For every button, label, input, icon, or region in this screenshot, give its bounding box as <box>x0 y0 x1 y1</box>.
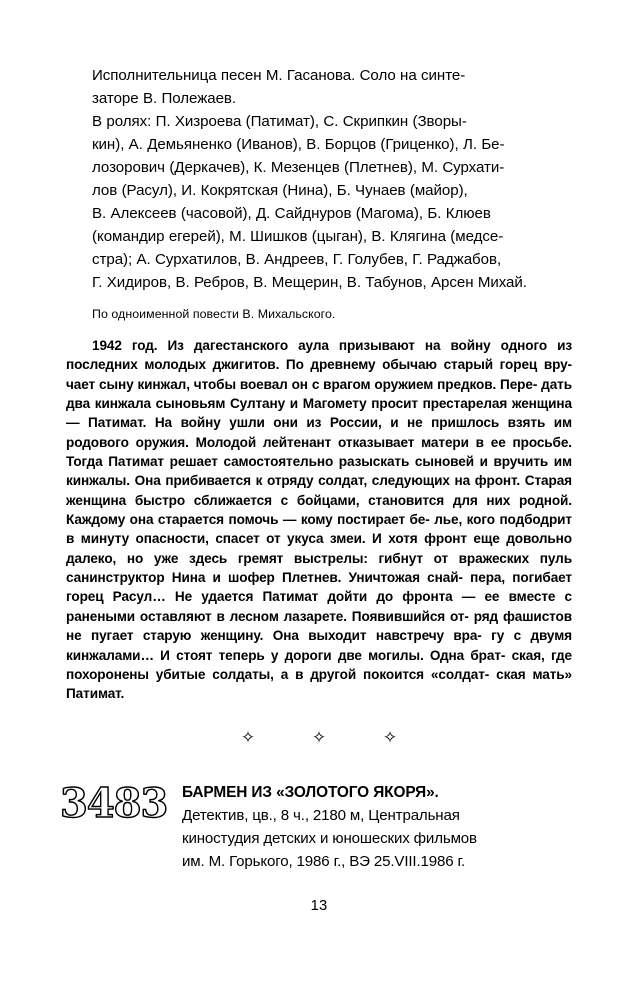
synopsis-line: гу с двумя кинжалами… И стоят теперь у дороги две могилы. Одна брат- <box>66 628 572 663</box>
synopsis-line: просьбе. Тогда Патимат решает самостоятельно разыскать сыновей <box>66 434 572 470</box>
credits-line: В ролях: П. Хизроева (Патимат), С. Скрипкин (Зворы- <box>92 113 467 130</box>
entry-meta-line: киностудия детских и юношеских фильмов <box>182 829 477 847</box>
credits-line: В. Алексеев (часовой), Д. Сайднуров (Магома), Б. Клюев <box>92 205 491 222</box>
synopsis-line: ее вместе с ранеными оставляют в лесном лазарете. Появившийся от- <box>66 589 572 624</box>
synopsis-line: им родового оружия. Молодой лейтенант отказывает матери в ее <box>66 415 572 450</box>
entry-title: БАРМЕН ИЗ «ЗОЛОТОГО ЯКОРЯ». <box>182 784 439 801</box>
synopsis-line: женщина — Патимат. На войну ушли они из России, и не пришлось взять <box>66 396 572 431</box>
cast-paragraph <box>66 110 572 294</box>
credits-line: Исполнительница песен М. Гасанова. Соло на синте- <box>92 67 466 84</box>
diamond-ornament-icon: ✧ ✧ ✧ <box>240 728 424 747</box>
entry-meta-line: Детектив, цв., 8 ч., 2180 м, Центральная <box>182 806 460 824</box>
synopsis-line: на фронт. Старая женщина быстро сближается с бойцами, становится <box>66 473 572 508</box>
synopsis-line: ская мать» Патимат. <box>66 666 572 702</box>
performers-paragraph <box>66 64 572 110</box>
credits-line: заторе В. Полежаев. <box>92 90 237 107</box>
entry-number: 3483 <box>60 780 168 827</box>
synopsis-line: пера, погибает горец Расул… Не удается Патимат дойти до фронта — <box>66 570 572 605</box>
credits-line: (командир егерей), М. Шишков (цыган), В. Клягина (медсе- <box>92 228 504 245</box>
synopsis-line: чает сыну кинжал, чтобы воевал он с врагом оружием предков. Пере- <box>66 376 538 392</box>
synopsis-line: лье, кого подбодрит в минуту опасности, спасет от укуса змеи. И хотя <box>66 512 572 547</box>
credits-line: кин), А. Демьяненко (Иванов), В. Борцов (Гриценко), Л. Бе- <box>92 136 505 153</box>
synopsis-line: дать два кинжала сыновьям Султану и Магомету просит престарелая <box>66 376 572 412</box>
synopsis-line: 1942 год. Из дагестанского аула призывают на войну одного из <box>92 338 572 353</box>
entry-meta-line: им. М. Горького, 1986 г., ВЭ 25.VIII.1986 г. <box>182 852 466 870</box>
credits-line: стра); А. Сурхатилов, В. Андреев, Г. Голубев, Г. Раджабов, <box>92 251 502 268</box>
synopsis-line: и вручить им кинжалы. Она прибивается к отряду солдат, следующих <box>66 454 572 489</box>
source-note: По одноименной повести В. Михальского. <box>92 307 336 321</box>
synopsis-paragraph <box>66 336 572 704</box>
synopsis-line: ская, где похоронены убитые солдаты, а в другой покоится «солдат- <box>66 647 572 682</box>
page-number: 13 <box>310 898 328 914</box>
synopsis-block <box>66 336 572 704</box>
synopsis-line: для них родной. Каждому она старается помочь — кому постирает бе- <box>66 492 572 528</box>
catalog-entry <box>60 782 580 873</box>
credits-line: Г. Хидиров, В. Ребров, В. Мещерин, В. Табунов, Арсен Михай. <box>92 274 527 291</box>
synopsis-line: фронт еще довольно далеко, но уже здесь гремят выстрелы: гибнут от <box>66 531 572 566</box>
credits-block <box>66 64 572 294</box>
entry-body <box>182 782 580 873</box>
synopsis-line: вражеских пуль санинструктор Нина и шофер Плетнев. Уничтожая снай- <box>66 550 572 586</box>
synopsis-line: ряд фашистов не пугает старую женщину. Она выходит навстречу вра- <box>66 608 572 644</box>
entry-meta <box>182 804 580 874</box>
credits-line: лозорович (Деркачев), К. Мезенцев (Плетнев), М. Сурхати- <box>92 159 505 176</box>
credits-line: лов (Расул), И. Кокрятская (Нина), Б. Чунаев (майор), <box>92 182 468 199</box>
synopsis-line: последних молодых джигитов. По древнему обычаю старый горец вру- <box>66 357 572 373</box>
